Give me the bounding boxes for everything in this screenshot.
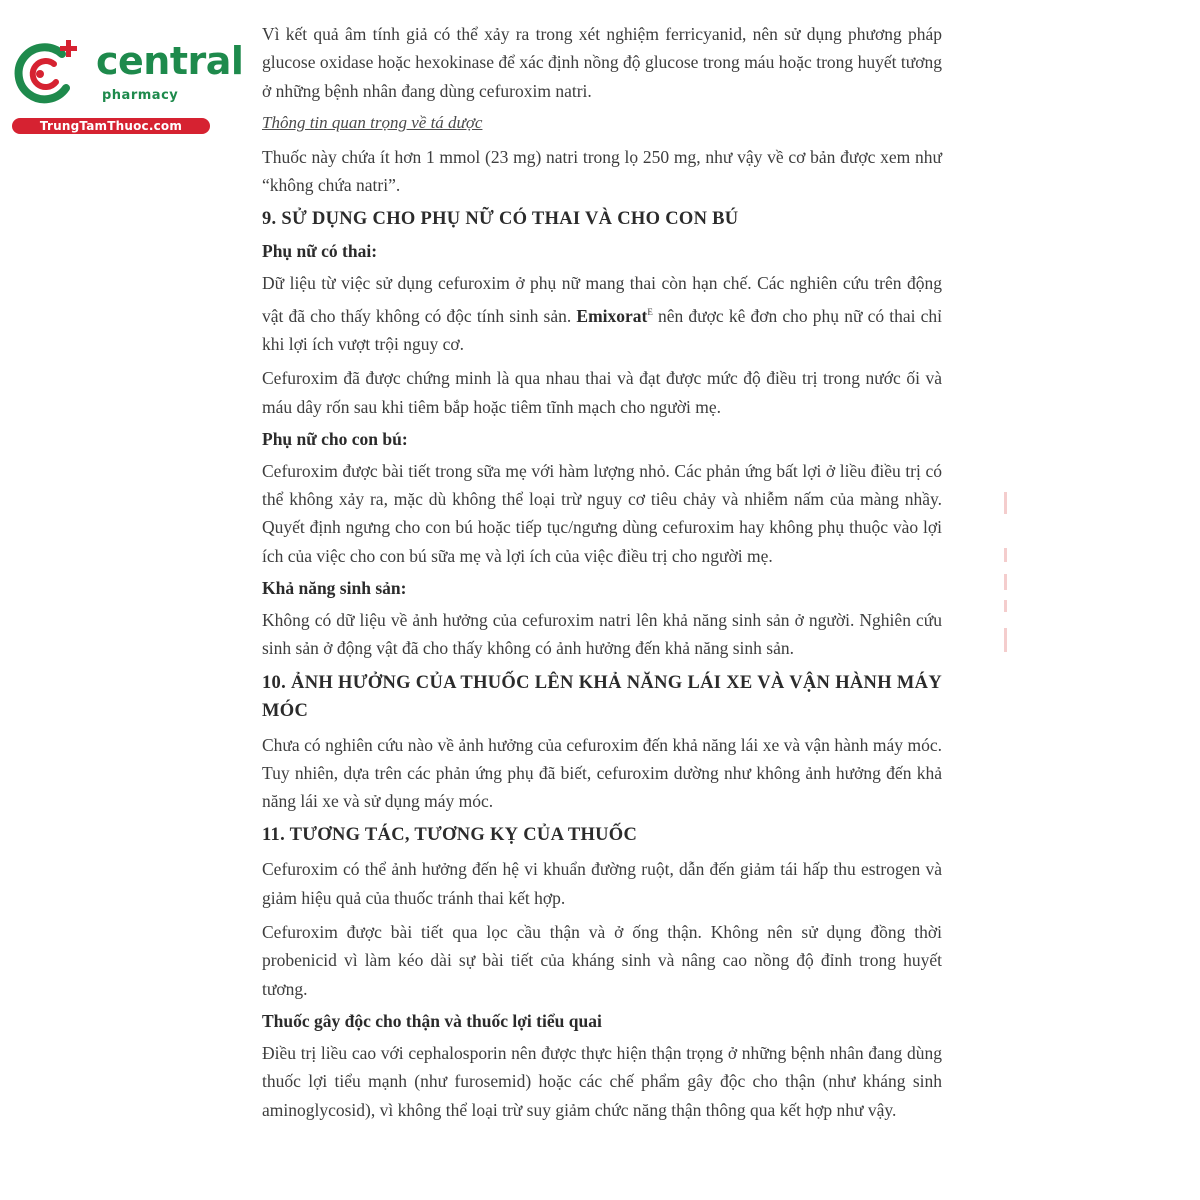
nephrotoxic-heading: Thuốc gây độc cho thận và thuốc lợi tiểu quai	[262, 1010, 602, 1031]
brand-logo	[10, 38, 244, 138]
brand-tagline: pharmacy	[102, 88, 179, 103]
paragraph-interaction-1: Cefuroxim có thể ảnh hưởng đến hệ vi khuẩn đường ruột, dẫn đến giảm tái hấp thu estrogen và giảm hiệu quả của thuốc tránh thai kết hợp.	[262, 859, 942, 908]
central-pharmacy-logo-icon	[10, 38, 90, 108]
fertility-heading: Khả năng sinh sản:	[262, 577, 407, 598]
paragraph-nephrotoxic: Điều trị liều cao với cephalosporin nên được thực hiện thận trọng ở những bệnh nhân đang dùng thuốc lợi tiểu mạnh (như furosemid) hoặc các chế phẩm gây độc cho thận (như kháng sinh aminoglycosid), vì không thể loại trừ suy giảm chức năng thận thông qua kết hợp như vậy.	[262, 1042, 942, 1120]
brand-name-emixorat: Emixorat	[576, 305, 648, 326]
paragraph-sodium: Thuốc này chứa ít hơn 1 mmol (23 mg) natri trong lọ 250 mg, như vậy về cơ bản được xem như “không chứa natri”.	[262, 146, 942, 196]
brand-name: central	[96, 39, 244, 83]
excipient-subheading: Thông tin quan trọng về tá dược	[262, 112, 483, 132]
section-10-title: 10. ẢNH HƯỞNG CỦA THUỐC LÊN KHẢ NĂNG LÁI XE VÀ VẬN HÀNH MÁY MÓC	[262, 672, 942, 721]
paragraph-lactation: Cefuroxim được bài tiết trong sữa mẹ với hàm lượng nhỏ. Các phản ứng bất lợi ở liều điều trị có thể không xảy ra, mặc dù không thể loại trừ nguy cơ tiêu chảy và nhiễm nấm của màng nhầy. Quyết định ngưng cho con bú hoặc tiếp tục/ngưng dùng cefuroxim hay không phụ thuộc vào lợi ích của việc cho con bú sữa mẹ và lợi ích của việc điều trị cho người mẹ.	[262, 460, 942, 566]
paragraph-interaction-2: Cefuroxim được bài tiết qua lọc cầu thận và ở ống thận. Không nên sử dụng đồng thời probenicid vì làm kéo dài sự bài tiết của kháng sinh và nâng cao nồng độ đỉnh trong huyết tương.	[262, 922, 942, 999]
paragraph-ferricyanide: Vì kết quả âm tính giả có thể xảy ra trong xét nghiệm ferricyanid, nên sử dụng phương pháp glucose oxidase hoặc hexokinase để xác định nồng độ glucose trong máu hoặc trong huyết tương ở những bệnh nhân đang dùng cefuroxim natri.	[262, 24, 942, 101]
paragraph-driving: Chưa có nghiên cứu nào về ảnh hưởng của cefuroxim đến khả năng lái xe và vận hành máy móc. Tuy nhiên, dựa trên các phản ứng phụ đã biết, cefuroxim dường như không ảnh hưởng đến khả năng lái xe và sử dụng máy móc.	[262, 734, 942, 812]
lactation-heading: Phụ nữ cho con bú:	[262, 428, 408, 449]
section-11-title: 11. TƯƠNG TÁC, TƯƠNG KỴ CỦA THUỐC	[262, 825, 638, 846]
pregnancy-heading: Phụ nữ có thai:	[262, 241, 378, 262]
paragraph-pregnancy-2: Cefuroxim đã được chứng minh là qua nhau thai và đạt được mức độ điều trị trong nước ối và máu dây rốn sau khi tiêm bắp hoặc tiêm tĩnh mạch cho người mẹ.	[262, 368, 942, 417]
paragraph-fertility: Không có dữ liệu về ảnh hưởng của cefuroxim natri lên khả năng sinh sản ở người. Nghiên cứu sinh sản ở động vật đã cho thấy không có ảnh hưởng đến khả năng sinh sản.	[262, 609, 942, 659]
margin-stamp-icon	[1000, 488, 1020, 658]
section-9-title: 9. SỬ DỤNG CHO PHỤ NỮ CÓ THAI VÀ CHO CON BÚ	[262, 209, 739, 230]
brand-url: TrungTamThuoc.com	[12, 118, 210, 134]
document-body	[262, 20, 942, 1130]
paragraph-pregnancy-1: Dữ liệu từ việc sử dụng cefuroxim ở phụ nữ mang thai còn hạn chế. Các nghiên cứu trên động vật đã cho thấy không có độc tính sinh sản. Emixorat$^E$ nên được kê đơn cho phụ nữ có thai chỉ khi lợi ích vượt trội nguy cơ.	[262, 273, 942, 354]
